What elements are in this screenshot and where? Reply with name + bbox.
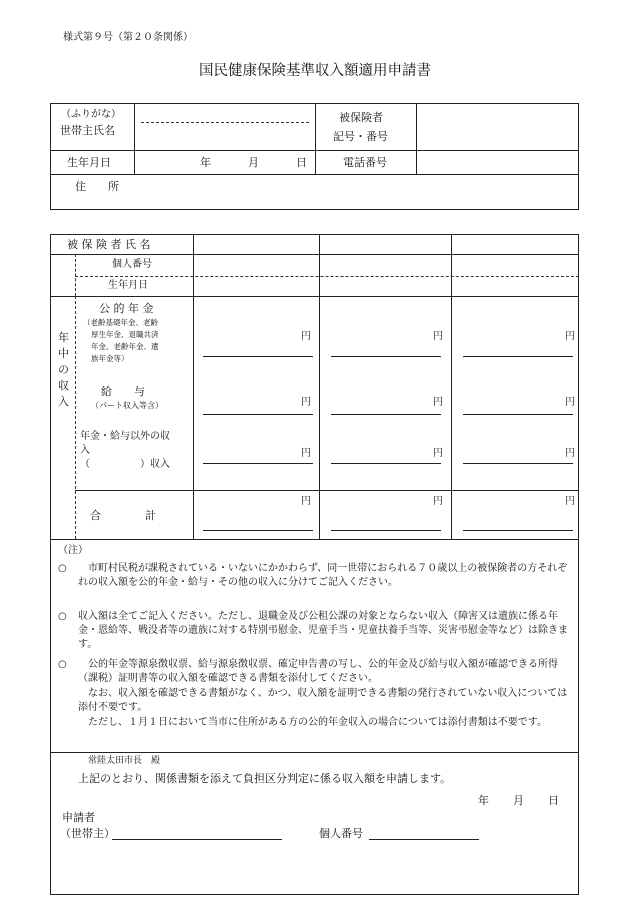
annual-income-char: 入 (58, 395, 69, 408)
annual-income-char: 収 (58, 379, 69, 392)
yen-unit: 円 (433, 331, 443, 342)
other-income-label-2: 入 (80, 445, 90, 456)
notes-heading: （注） (58, 545, 88, 556)
yen-unit: 円 (433, 448, 443, 459)
insured-name-field[interactable] (321, 236, 449, 253)
yen-unit: 円 (301, 448, 311, 459)
note-2: 収入額は全てご記入ください。ただし、退職金及び公租公課の対象とならない収入（障害又は遺族に係る年金・恩給等、戦没者等の遺族に対する特別弔慰金、児童手当・児童扶養手当等、災害弔慰金等など）は除きます。 (78, 611, 568, 650)
insured-number-field[interactable] (418, 105, 577, 148)
birthdate-label: 生年月日 (67, 156, 111, 169)
note-3-b: なお、収入額を確認できる書類がなく、かつ、収入額を証明できる書類の発行されていない収入については添付不要です。 (78, 688, 568, 713)
birth-year-unit: 年 (200, 156, 211, 169)
form-number: 様式第９号（第２０条関係） (63, 32, 193, 43)
pension-detail: 厚生年金、退職共済 (91, 330, 159, 339)
annual-income-char: 年 (58, 331, 69, 344)
address-label: 住 所 (75, 180, 119, 193)
birth-month-unit: 月 (248, 156, 259, 169)
insured-name-field[interactable] (195, 236, 317, 253)
note-bullet: ○ (58, 563, 67, 574)
householder-label: （世帯主） (60, 827, 115, 840)
phone-label: 電話番号 (343, 156, 387, 169)
birth-day-unit: 日 (296, 156, 307, 169)
application-date-field[interactable] (440, 791, 565, 809)
applicant-personal-number-field[interactable] (369, 822, 479, 839)
insured-number-label: 記号・番号 (333, 130, 388, 143)
pension-label: 公 的 年 金 (99, 302, 154, 315)
total-label: 合 計 (90, 509, 156, 522)
furigana-label: （ふりがな） (61, 109, 121, 120)
salary-detail: （パート収入等含） (91, 401, 163, 410)
insured-name-label: 被 保 険 者 氏 名 (67, 238, 151, 251)
note-bullet: ○ (58, 659, 67, 670)
address-field[interactable] (135, 176, 577, 208)
pension-detail: 族年金等） (91, 354, 129, 363)
other-income-type: （ ）収入 (80, 459, 170, 470)
yen-unit: 円 (565, 331, 575, 342)
personal-number-label: 個人番号 (112, 259, 152, 270)
salary-label: 給 与 (101, 385, 145, 398)
annual-income-char: 中 (58, 347, 69, 360)
yen-unit: 円 (565, 397, 575, 408)
annual-income-char: の (58, 363, 69, 376)
personal-number-label-footer: 個人番号 (319, 827, 363, 840)
yen-unit: 円 (433, 496, 443, 507)
yen-unit: 円 (565, 448, 575, 459)
yen-unit: 円 (301, 331, 311, 342)
note-bullet: ○ (58, 611, 67, 622)
date-day-unit: 日 (548, 794, 559, 807)
yen-unit: 円 (301, 397, 311, 408)
yen-unit: 円 (433, 397, 443, 408)
pension-detail: 年金、老齢年金、遺 (91, 342, 159, 351)
householder-name-label: 世帯主氏名 (60, 124, 115, 137)
applicant-label: 申請者 (62, 811, 95, 824)
applicant-name-field[interactable] (112, 822, 282, 839)
addressee: 常陸太田市長 殿 (88, 756, 161, 766)
yen-unit: 円 (301, 496, 311, 507)
furigana-field[interactable] (142, 108, 308, 120)
birthdate-row-label: 生年月日 (108, 280, 148, 291)
pension-detail: （老齢基礎年金、老齢 (83, 318, 158, 327)
birthdate-field[interactable] (137, 152, 313, 172)
declaration-statement: 上記のとおり、関係書類を添えて負担区分判定に係る収入額を申請します。 (78, 772, 452, 785)
note-3: 公的年金等源泉徴収票、給与源泉徴収票、確定申告書の写し、公的年金及び給与収入額が確認できる所得（課税）証明書等の収入額を確認できる書類を添付してください。 (78, 659, 558, 684)
insured-label: 被保険者 (339, 111, 383, 124)
date-year-unit: 年 (478, 794, 489, 807)
note-1: 市町村民税が課税されている・いないにかかわらず、同一世帯におられる７０歳以上の被保険者の方それぞれの収入額を公的年金・給与・その他の収入に分けてご記入ください。 (78, 563, 568, 588)
note-3-c: ただし、１月１日において当市に住所がある方の公的年金収入の場合については添付書類は不要です。 (78, 717, 547, 728)
date-month-unit: 月 (513, 794, 524, 807)
other-income-label: 年金・給与以外の収 (80, 431, 170, 442)
phone-field[interactable] (418, 152, 577, 172)
yen-unit: 円 (565, 496, 575, 507)
householder-name-field[interactable] (142, 126, 308, 146)
insured-name-field[interactable] (453, 236, 577, 253)
page-title: 国民健康保険基準収入額適用申請書 (199, 63, 431, 79)
